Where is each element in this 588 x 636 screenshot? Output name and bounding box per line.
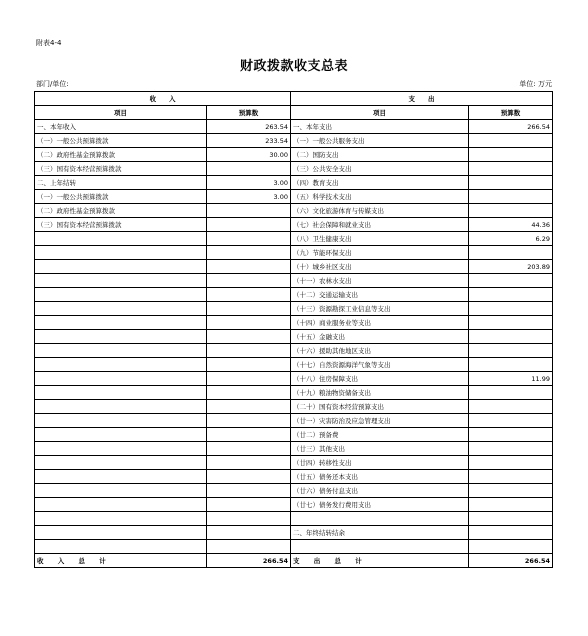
expense-value-cell: [469, 456, 553, 470]
income-value-cell: 233.54: [207, 134, 291, 148]
income-value-cell: [207, 274, 291, 288]
table-row: [35, 288, 553, 302]
expense-value-cell: [469, 204, 553, 218]
income-value-cell: 3.00: [207, 176, 291, 190]
income-value-cell: [207, 526, 291, 540]
table-row: [35, 260, 553, 274]
income-item-cell: （一）一般公共预算拨款: [35, 134, 207, 148]
income-total-label: 收 入 总 计: [35, 554, 207, 568]
income-item-cell: [35, 274, 207, 288]
income-value-cell: [207, 498, 291, 512]
expense-value-cell: [469, 190, 553, 204]
expense-value-cell: [469, 526, 553, 540]
income-value-cell: [207, 232, 291, 246]
income-value-cell: [207, 414, 291, 428]
income-item-cell: [35, 470, 207, 484]
table-row: [35, 330, 553, 344]
income-item-cell: [35, 498, 207, 512]
table-row: [35, 470, 553, 484]
table-row: [35, 176, 553, 190]
income-value-cell: [207, 344, 291, 358]
income-item-cell: [35, 400, 207, 414]
table-row: [35, 372, 553, 386]
income-item-cell: [35, 232, 207, 246]
column-header-row: [35, 106, 553, 120]
expense-section-header: 支 出: [291, 92, 553, 106]
income-item-cell: [35, 484, 207, 498]
expense-item-cell: （廿三）其他支出: [291, 442, 469, 456]
expense-value-cell: [469, 302, 553, 316]
income-value-cell: [207, 428, 291, 442]
expense-total-label: 支 出 总 计: [291, 554, 469, 568]
income-item-cell: [35, 526, 207, 540]
expense-item-cell: （十三）资源勘探工业信息等支出: [291, 302, 469, 316]
unit-label: 单位: 万元: [519, 80, 552, 88]
expense-item-cell: （廿七）债务发行费用支出: [291, 498, 469, 512]
income-value-cell: [207, 288, 291, 302]
expense-budget-header: 预算数: [469, 106, 553, 120]
table-row: [35, 386, 553, 400]
income-value-cell: [207, 218, 291, 232]
expense-value-cell: [469, 386, 553, 400]
income-value-cell: [207, 456, 291, 470]
expense-item-cell: （五）科学技术支出: [291, 190, 469, 204]
expense-total-value: 266.54: [469, 554, 553, 568]
expense-item-cell: （二十）国有资本经营预算支出: [291, 400, 469, 414]
income-item-cell: [35, 414, 207, 428]
expense-value-cell: 266.54: [469, 120, 553, 134]
expense-item-cell: （廿六）债务付息支出: [291, 484, 469, 498]
table-row: [35, 218, 553, 232]
expense-value-cell: [469, 400, 553, 414]
income-value-cell: [207, 302, 291, 316]
table-row: [35, 456, 553, 470]
income-item-cell: [35, 260, 207, 274]
expense-value-cell: [469, 540, 553, 554]
income-total-value: 266.54: [207, 554, 291, 568]
income-item-cell: [35, 358, 207, 372]
income-value-cell: 30.00: [207, 148, 291, 162]
expense-item-cell: （十一）农林水支出: [291, 274, 469, 288]
income-item-cell: [35, 456, 207, 470]
expense-value-cell: [469, 288, 553, 302]
income-value-cell: [207, 400, 291, 414]
income-value-cell: [207, 540, 291, 554]
fiscal-summary-table: [34, 91, 553, 568]
table-row: [35, 498, 553, 512]
expense-item-cell: （一）一般公共服务支出: [291, 134, 469, 148]
income-item-header: 项目: [35, 106, 207, 120]
table-row: [35, 344, 553, 358]
expense-item-cell: （九）节能环保支出: [291, 246, 469, 260]
income-value-cell: [207, 316, 291, 330]
expense-value-cell: [469, 358, 553, 372]
expense-item-cell: （十）城乡社区支出: [291, 260, 469, 274]
table-row: [35, 484, 553, 498]
income-value-cell: 263.54: [207, 120, 291, 134]
table-row: [35, 316, 553, 330]
expense-value-cell: [469, 330, 553, 344]
attachment-label: 附表4-4: [36, 39, 62, 47]
expense-value-cell: [469, 470, 553, 484]
table-row: [35, 358, 553, 372]
income-value-cell: [207, 372, 291, 386]
expense-item-cell: （六）文化旅游体育与传媒支出: [291, 204, 469, 218]
total-row: [35, 554, 553, 568]
table-row: [35, 190, 553, 204]
expense-value-cell: [469, 274, 553, 288]
expense-item-cell: （十六）援助其他地区支出: [291, 344, 469, 358]
income-item-cell: [35, 386, 207, 400]
expense-item-cell: （十二）交通运输支出: [291, 288, 469, 302]
expense-item-cell: （十四）商业服务业等支出: [291, 316, 469, 330]
income-item-cell: 二、上年结转: [35, 176, 207, 190]
page-title: 财政拨款收支总表: [239, 59, 348, 74]
income-item-cell: （一）一般公共预算拨款: [35, 190, 207, 204]
expense-value-cell: [469, 316, 553, 330]
income-item-cell: [35, 344, 207, 358]
expense-item-cell: （十七）自然资源海洋气象等支出: [291, 358, 469, 372]
income-value-cell: [207, 470, 291, 484]
table-row: [35, 400, 553, 414]
expense-value-cell: [469, 148, 553, 162]
expense-value-cell: [469, 134, 553, 148]
income-value-cell: [207, 386, 291, 400]
expense-item-cell: （七）社会保障和就业支出: [291, 218, 469, 232]
income-value-cell: [207, 358, 291, 372]
income-item-cell: [35, 428, 207, 442]
table-row: [35, 274, 553, 288]
table-row: [35, 540, 553, 554]
expense-item-cell: （十五）金融支出: [291, 330, 469, 344]
expense-item-cell: （十九）粮油物资储备支出: [291, 386, 469, 400]
income-value-cell: [207, 330, 291, 344]
table-row: [35, 442, 553, 456]
expense-item-cell: （四）教育支出: [291, 176, 469, 190]
income-item-cell: （二）政府性基金预算拨款: [35, 204, 207, 218]
table-row: [35, 414, 553, 428]
expense-item-cell: 二、年终结转结余: [291, 526, 469, 540]
income-value-cell: [207, 260, 291, 274]
expense-value-cell: [469, 162, 553, 176]
expense-item-header: 项目: [291, 106, 469, 120]
income-item-cell: （三）国有资本经营预算拨款: [35, 218, 207, 232]
expense-value-cell: [469, 498, 553, 512]
table-row: [35, 526, 553, 540]
expense-value-cell: 44.36: [469, 218, 553, 232]
expense-value-cell: [469, 442, 553, 456]
expense-item-cell: （三）公共安全支出: [291, 162, 469, 176]
expense-value-cell: [469, 344, 553, 358]
table-row: [35, 428, 553, 442]
income-value-cell: 3.00: [207, 190, 291, 204]
expense-value-cell: [469, 428, 553, 442]
department-label: 部门/单位:: [36, 80, 69, 88]
expense-value-cell: 11.99: [469, 372, 553, 386]
expense-item-cell: 一、本年支出: [291, 120, 469, 134]
expense-item-cell: （八）卫生健康支出: [291, 232, 469, 246]
table-row: [35, 232, 553, 246]
income-value-cell: [207, 204, 291, 218]
expense-item-cell: [291, 512, 469, 526]
income-item-cell: （二）政府性基金预算拨款: [35, 148, 207, 162]
income-value-cell: [207, 162, 291, 176]
expense-item-cell: （廿一）灾害防治及应急管理支出: [291, 414, 469, 428]
expense-item-cell: （廿二）预备费: [291, 428, 469, 442]
expense-item-cell: （十八）住房保障支出: [291, 372, 469, 386]
income-item-cell: [35, 246, 207, 260]
expense-item-cell: （廿五）债务还本支出: [291, 470, 469, 484]
table-row: [35, 204, 553, 218]
expense-value-cell: [469, 484, 553, 498]
income-item-cell: [35, 302, 207, 316]
table-row: [35, 120, 553, 134]
income-item-cell: [35, 540, 207, 554]
income-section-header: 收 入: [35, 92, 291, 106]
expense-value-cell: [469, 176, 553, 190]
income-value-cell: [207, 246, 291, 260]
income-budget-header: 预算数: [207, 106, 291, 120]
expense-item-cell: [291, 540, 469, 554]
table-row: [35, 302, 553, 316]
income-item-cell: 一、本年收入: [35, 120, 207, 134]
expense-item-cell: （二）国防支出: [291, 148, 469, 162]
expense-value-cell: [469, 246, 553, 260]
table-row: [35, 246, 553, 260]
expense-value-cell: [469, 414, 553, 428]
expense-value-cell: 6.29: [469, 232, 553, 246]
income-item-cell: （三）国有资本经营预算拨款: [35, 162, 207, 176]
income-item-cell: [35, 372, 207, 386]
income-item-cell: [35, 442, 207, 456]
table-row: [35, 148, 553, 162]
income-value-cell: [207, 484, 291, 498]
expense-value-cell: [469, 512, 553, 526]
income-item-cell: [35, 512, 207, 526]
income-item-cell: [35, 288, 207, 302]
income-value-cell: [207, 442, 291, 456]
expense-item-cell: （廿四）转移性支出: [291, 456, 469, 470]
income-item-cell: [35, 316, 207, 330]
section-header-row: [35, 92, 553, 106]
table-row: [35, 162, 553, 176]
income-item-cell: [35, 330, 207, 344]
expense-value-cell: 203.89: [469, 260, 553, 274]
table-row: [35, 512, 553, 526]
table-row: [35, 134, 553, 148]
income-value-cell: [207, 512, 291, 526]
